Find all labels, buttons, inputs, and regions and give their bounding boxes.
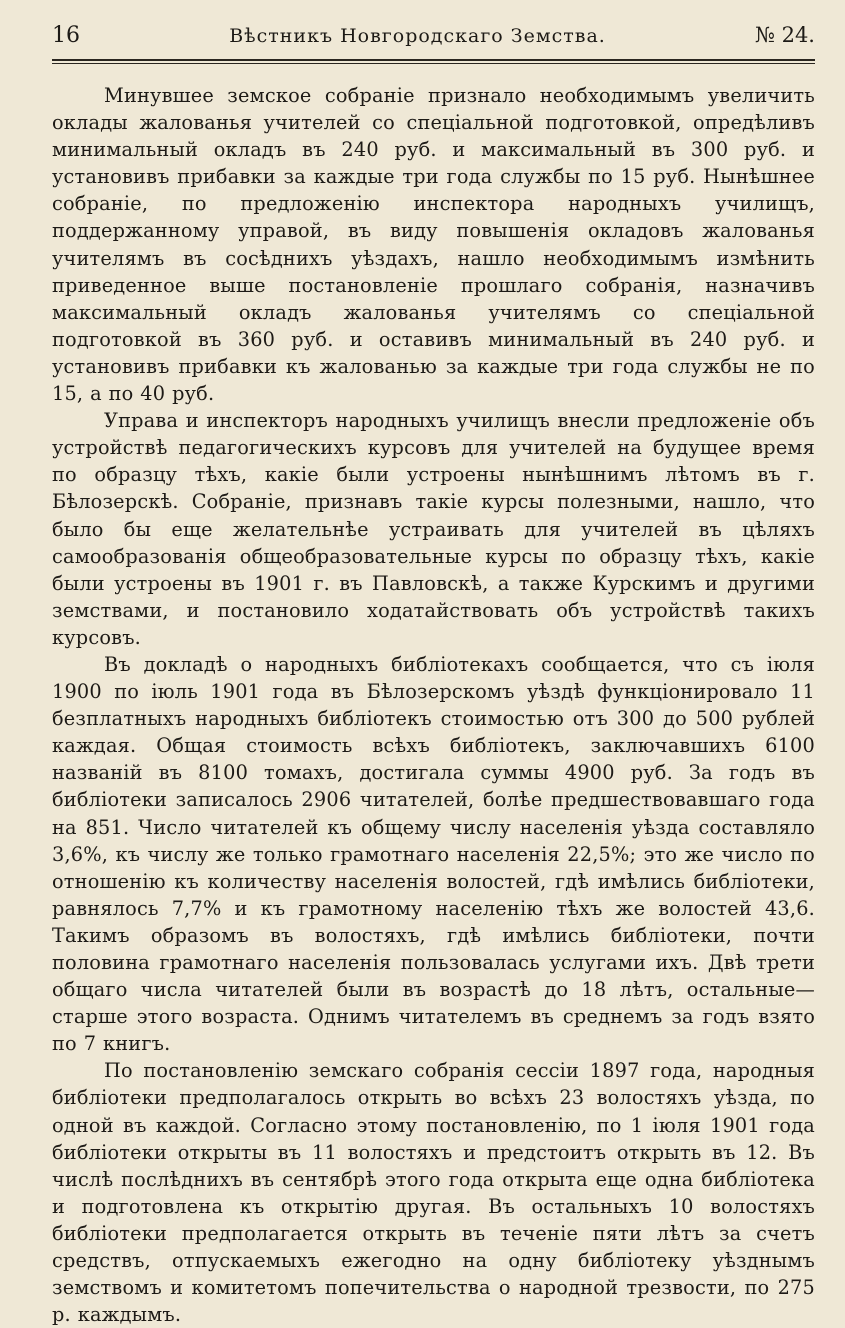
article-body: [52, 82, 815, 1328]
journal-title: Вѣстникъ Новгородскаго Земства.: [229, 25, 606, 47]
header-rule: [52, 63, 815, 64]
paragraph: По постановленію земскаго собранія сессіи 1897 года, народныя библіотеки предполагалось открыть во всѣхъ 23 волостяхъ уѣзда, по одной въ каждой. Согласно этому постановленію, по 1 іюля 1901 года библіотеки открыты въ 11 волостяхъ и предстоитъ открыть въ 12. Въ числѣ послѣднихъ въ сентябрѣ этого года открыта еще одна библіотека и подготовлена къ открытію другая. Въ остальныхъ 10 волостяхъ библіотеки предполагается открыть въ теченіе пяти лѣтъ за счетъ средствъ, отпускаемыхъ ежегодно на одну библіотеку уѣзднымъ земствомъ и комитетомъ попечительства о народной трезвости, по 275 р. каждымъ.: [52, 1059, 815, 1327]
page-header: [52, 22, 815, 61]
page-number: 16: [52, 23, 80, 48]
paragraph: Управа и инспекторъ народныхъ училищъ внесли предложеніе объ устройствѣ педагогическихъ курсовъ для учителей на будущее время по образцу тѣхъ, какіе были устроены нынѣшнимъ лѣтомъ въ г. Бѣлозерскѣ. Собраніе, признавъ такіе курсы полезными, нашло, что было бы еще желательнѣе устраивать для учителей въ цѣляхъ самообразованія общеобразовательные курсы по образцу тѣхъ, какіе были устроены въ 1901 г. въ Павловскѣ, а также Курскимъ и другими земствами, и постановило ходатайствовать объ устройствѣ такихъ курсовъ.: [52, 409, 815, 649]
paragraph: Въ докладѣ о народныхъ библіотекахъ сообщается, что съ іюля 1900 по іюль 1901 года въ Бѣлозерскомъ уѣздѣ функціонировало 11 безплатныхъ народныхъ библіотекъ стоимостью отъ 300 до 500 рублей каждая. Общая стоимость всѣхъ библіотекъ, заключавшихъ 6100 названій въ 8100 томахъ, достигала суммы 4900 руб. За годъ въ библіотеки записалось 2906 читателей, болѣе предшествовавшаго года на 851. Число читателей къ общему числу населенія уѣзда составляло 3,6%, къ числу же только грамотнаго населенія 22,5%; это же число по отношенію къ количеству населенія волостей, гдѣ имѣлись библіотеки, равнялось 7,7% и къ грамотному населенію тѣхъ же волостей 43,6. Такимъ образомъ въ волостяхъ, гдѣ имѣлись библіотеки, почти половина грамотнаго населенія пользовалась услугами ихъ. Двѣ трети общаго числа читателей были въ возрастѣ до 18 лѣтъ, остальные— старше этого возраста. Однимъ читателемъ въ среднемъ за годъ взято по 7 книгъ.: [52, 652, 815, 1056]
issue-number: № 24.: [755, 23, 815, 47]
paragraph: Минувшее земское собраніе признало необходимымъ увеличить оклады жалованья учителей со спеціальной подготовкой, опредѣливъ минимальный окладъ въ 240 руб. и максимальный въ 300 руб. и установивъ прибавки за каждые три года службы по 15 руб. Нынѣшнее собраніе, по предложенію инспектора народныхъ училищъ, поддержанному управой, въ виду повышенія окладовъ жалованья учителямъ въ сосѣднихъ уѣздахъ, нашло необходимымъ измѣнить приведенное выше постановленіе прошлаго собранія, назначивъ максимальный окладъ жалованья учителямъ со спеціальной подготовкой въ 360 руб. и оставивъ минимальный въ 240 руб. и установивъ прибавки къ жалованью за каждые три года службы не по 15, а по 40 руб.: [52, 84, 815, 406]
